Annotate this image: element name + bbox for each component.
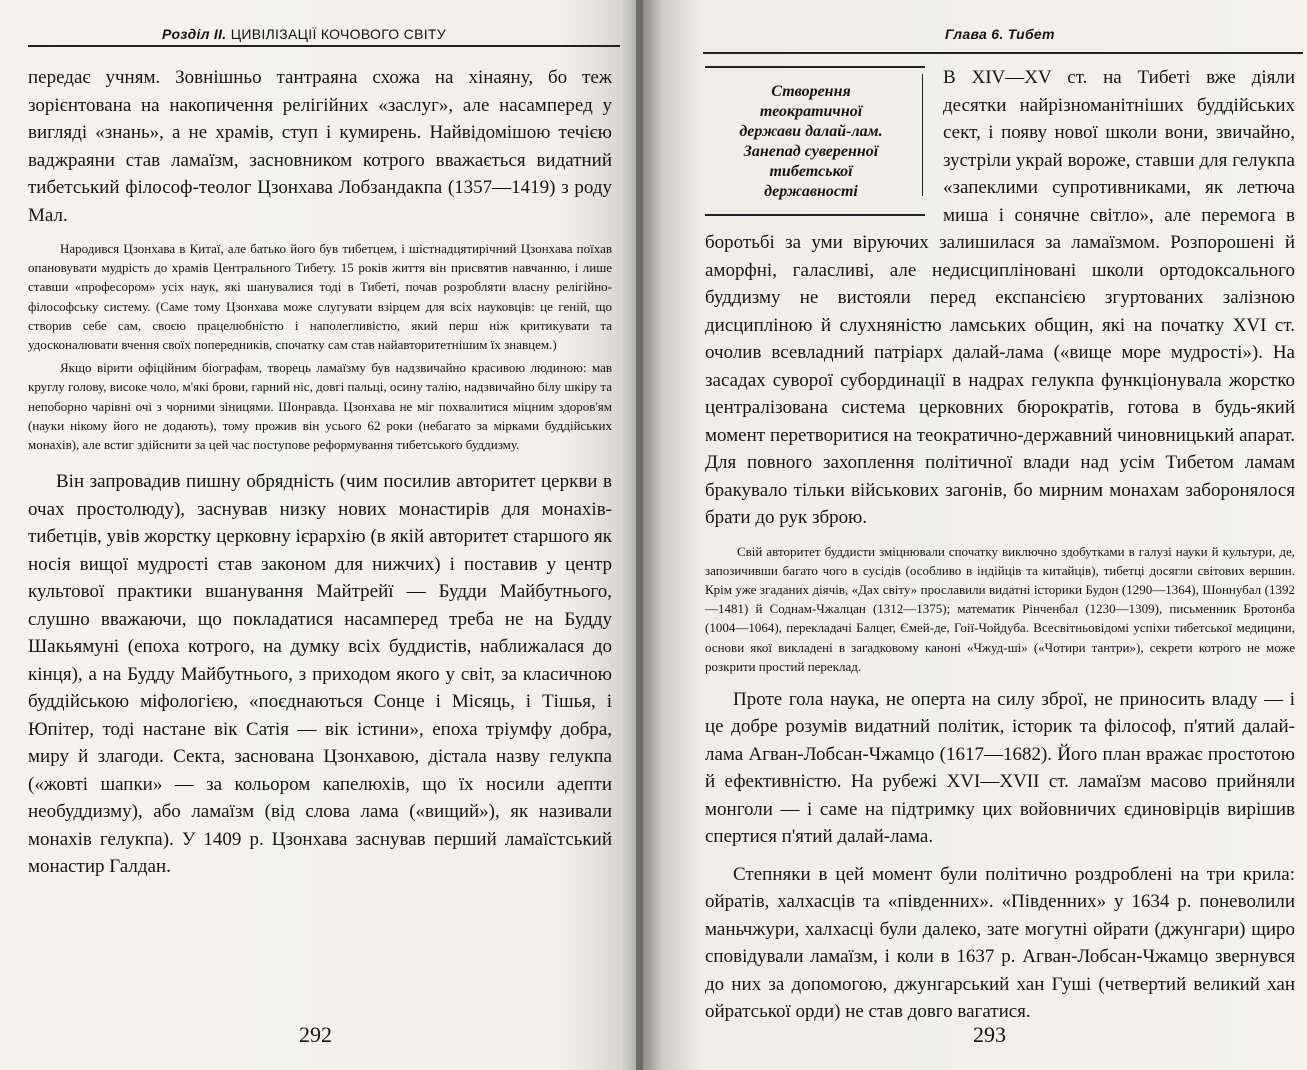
sidebar-bracket (922, 74, 923, 196)
page-number-right: 293 (973, 1022, 1006, 1047)
sidebar-heading-line: Занепад суверенної (743, 143, 879, 160)
header-rule-left (28, 45, 620, 47)
left-text-column (28, 64, 612, 881)
page-number-left: 292 (299, 1022, 332, 1047)
header-rule-right (703, 52, 1303, 54)
note-paragraph: Свій авторитет буддисти зміцнювали спочатку виключно здобутками в галузі науки й культури, де, запозичивши багато чого в сусідів (особливо в індійців та китайців), тибетці досягли світових вершин. Крім уже згаданих діячів, «Дах світу» прославили видатні історики Будон (1290—1364), Шоннубал (1392—1481) й Соднам-Чжалцан (1312—1375); математик Рінченбал (1230—1309), письменник Бротонба (1004—1064), перекладачі Балцег, Ємей-де, Гоії-Чойдуба. Всесвітньовідомі успіхи тибетської медицини, основи якої викладені в загадковому каноні «Чжуд-ші» («Чотири тантри»), секрети котрого не може розкрити простий переклад. (705, 543, 1295, 674)
note-paragraph: Народився Цзонхава в Китаї, але батько його був тибетцем, і шістнадцятирічний Цзонхава поїхав опановувати мудрість до храмів Центрального Тибету. 15 років життя він присвятив навчанню, і лише ставши «професором» усіх наук, які шанувалися тоді в Тибеті, почав розробляти власну релігійно-філософську систему. (Саме тому Цзонхава може слугувати взірцем для всіх науковців: це геній, що створив себе сам, своєю працелюбністю і наполегливістю, який перш ніж критикувати та удосконалювати вчення своїх попередників, спочатку сам став найавторитетнішим їх знавцем.) (28, 241, 612, 353)
section-title: ЦИВІЛІЗАЦІЇ КОЧОВОГО СВІТУ (230, 26, 446, 42)
sidebar-heading-line: державності (764, 183, 858, 200)
paragraph: Проте гола наука, не оперта на силу зброї, не приносить владу — і це добре розумів видатний політик, історик та філософ, п'ятий далай-лама Агван-Лобсан-Чжамцо (1617—1682). Його план вражає простотою й ефективністю. На рубежі XVI—XVII ст. ламаїзм масово прийняли монголи — і саме на підтримку цих войовничих єдиновірців вирішив спертися п'ятий далай-лама. (705, 688, 1295, 848)
paragraph: Степняки в цей момент були політично роздроблені на три крила: ойратів, халхасців та «південних». «Південних» у 1634 р. поневолили маньчжури, халхасці були далеко, зате могутні ойрати (джунгари) щиро сповідували ламаїзм, і коли в 1637 р. Агван-Лобсан-Чжамцо звернувся до них за допомогою, джунгарський хан Гуші (четвертий великий хан ойратської орди) не став довго вагатися. (705, 863, 1295, 1023)
running-header-right (945, 26, 1055, 42)
paragraph: В XIV—XV ст. на Тибеті вже діяли десятки найрізноманітніших буддійських сект, і появу нової школи вони, звичайно, зустріли украй вороже, ставши для гелукпа «запеклими супротивниками, як летюча миша і сонячне світло», але перемога в боротьбі за уми віруючих залишилася за ламаїзмом. Розпорошені й аморфні, галасливі, але недисципліновані школи ортодоксального буддизму не вистояли перед експансією згуртованих залізною дисципліною й слухняністю ламських общин, які на початку XVI ст. очолив всевладний патріарх далай-лама («вище море мудрості»). На засадах суворої субординації в надрах гелукпа функціонувала жорстко централізована система церковних бюрократів, готова в будь-який момент перетворитися на теократично-державний чиновницький апарат. Для повного захоплення політичної влади над усім Тибетом ламам бракувало тільки військових загонів, бо мирним монахам заборонялося брати до рук зброю. (705, 67, 1295, 528)
left-page (0, 0, 640, 1070)
section-label: Розділ II. (162, 26, 227, 42)
right-text-column (705, 64, 1295, 1026)
sidebar-heading-line: тибетської (769, 163, 853, 180)
sidebar-heading-line: Створення (771, 83, 851, 100)
right-page (643, 0, 1307, 1070)
running-header-left (162, 26, 446, 42)
section-sidebar-heading (705, 66, 925, 216)
paragraph: Він запровадив пишну обрядність (чим посилив авторитет церкви в очах простолюду), заснував низку нових монастирів для монахів-тибетців, увів жорстку церковну ієрархію (в якій авторитет старшого як носія вищої мудрості став законом для нижчих) і поставив у центр культової практики вшанування Майтрейї — Будди Майбутнього, слушно вважаючи, що покладатися насамперед треба не на Будду Шакьямуні (епоха котрого, на думку всіх буддистів, наближалася до кінця), а на Будду Майбутнього, з приходом якого у світ, за класичною буддійською міфологією, «поєднаються Сонце і Місяць, і Тішья, і Юпітер, тоді настане вік Сатія — вік істини», епоха тріумфу добра, миру й злагоди. Секта, заснована Цзонхавою, дістала назву гелукпа («жовті шапки» — за кольором капелюхів, що їх носили адепти необуддизму), або ламаїзм (від слова лама («вищий»), як називали монахів гелукпа). У 1409 р. Цзонхава заснував перший ламаїстський монастир Галдан. (28, 471, 612, 878)
chapter-title: Глава 6. Тибет (945, 26, 1055, 42)
sidebar-heading-line: держави далай-лам. (739, 123, 883, 140)
paragraph: передає учням. Зовнішньо тантраяна схожа на хінаяну, бо теж зорієнтована на накопичення релігійних «заслуг», але насамперед у вигляді «знань», а не храмів, ступ і кумирень. Найвідомішою течією ваджраяни став ламаїзм, засновником котрого вважається видатний тибетський філософ-теолог Цзонхава Лобзандакпа (1357—1419) з роду Мал. (28, 67, 612, 226)
sidebar-heading-line: теократичної (759, 103, 863, 120)
note-paragraph: Якщо вірити офіційним біографам, творець ламаїзму був надзвичайно красивою людиною: мав круглу голову, високе чоло, м'які брови, гарний ніс, довгі пальці, осину талію, надзвичайно білу шкіру та непоборно чарівні очі з чорними зіницями. Шонравда. Цзонхава не міг похвалитися міцним здоров'ям (науки нікому його не додають), тому прожив він усього 62 роки (небагато за мірками буддійських монахів), але встиг здійснити за цей час поступове реформування тибетського буддизму. (28, 360, 612, 453)
